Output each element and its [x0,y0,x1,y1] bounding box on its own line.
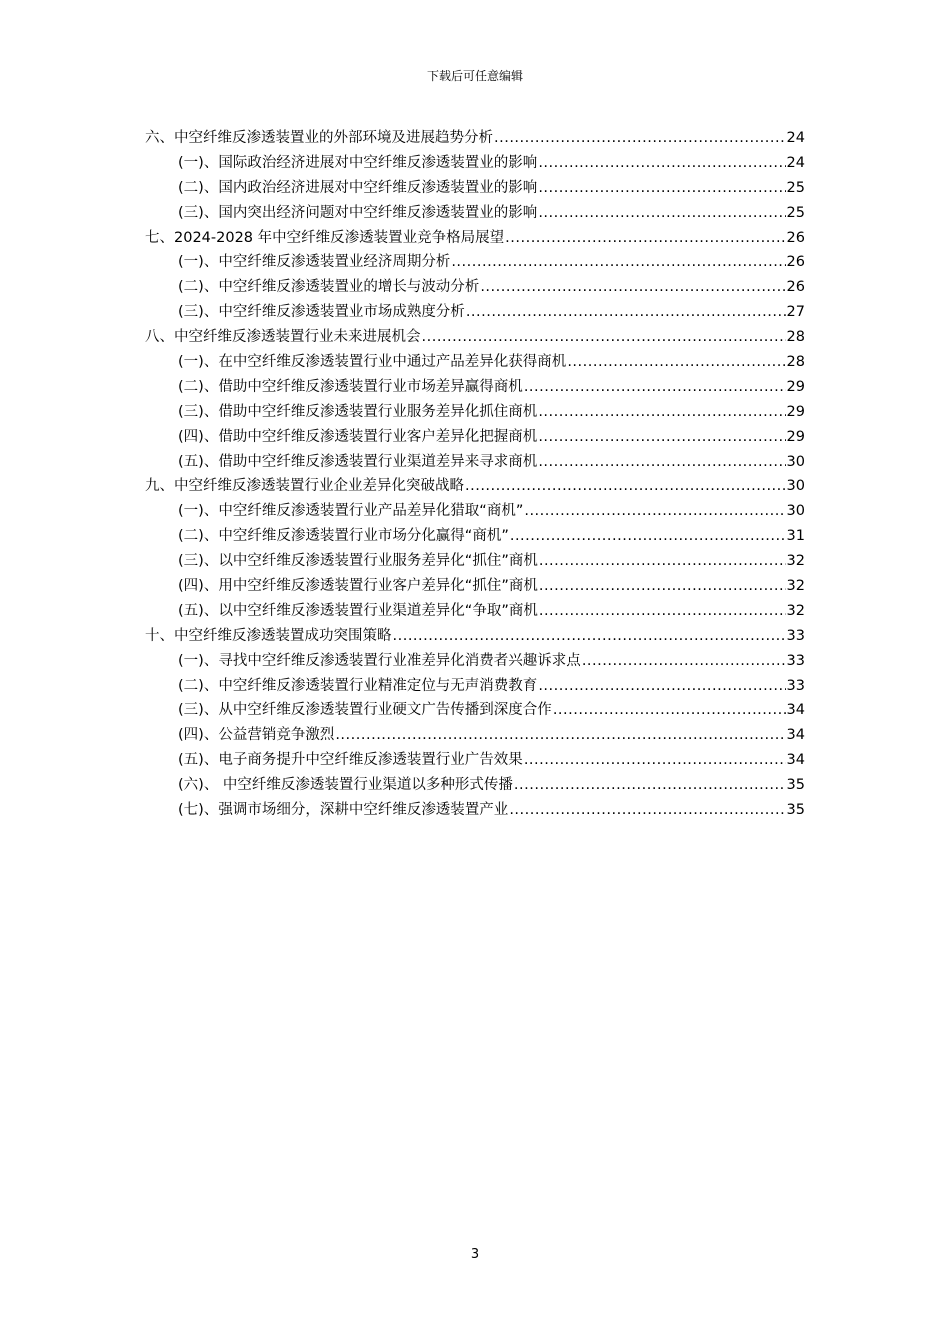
toc-entry-title: (四)、借助中空纤维反渗透装置行业客户差异化把握商机 [178,428,538,445]
page-number: 3 [470,1247,480,1262]
toc-entry[interactable] [145,723,805,748]
toc-entry-page: 29 [786,403,805,420]
toc-dot-leader [466,300,786,325]
toc-dot-leader [480,275,785,300]
toc-dot-leader [539,549,786,574]
toc-entry-title: (三)、中空纤维反渗透装置业市场成熟度分析 [178,304,465,321]
toc-entry-title: 九、中空纤维反渗透装置行业企业差异化突破战略 [145,478,464,495]
page-header: 下载后可任意编辑 [426,69,523,83]
toc-entry[interactable] [145,325,805,350]
toc-entry-title: (二)、中空纤维反渗透装置行业精准定位与无声消费教育 [178,677,538,694]
toc-dot-leader [567,350,785,375]
toc-dot-leader [510,524,786,549]
toc-dot-leader [553,698,786,723]
toc-entry-title: (四)、公益营销竞争激烈 [178,727,335,744]
toc-entry[interactable] [145,698,805,723]
toc-entry-page: 32 [786,578,805,595]
toc-entry-page: 32 [786,602,805,619]
toc-entry-page: 35 [786,777,805,794]
toc-dot-leader [538,201,785,226]
toc-entry[interactable] [145,250,805,275]
toc-entry[interactable] [145,474,805,499]
toc-dot-leader [538,674,785,699]
toc-entry-title: 十、中空纤维反渗透装置成功突围策略 [145,627,392,644]
toc-entry[interactable] [145,773,805,798]
toc-dot-leader [465,474,786,499]
toc-dot-leader [582,649,786,674]
toc-entry[interactable] [145,400,805,425]
toc-entry-title: (二)、中空纤维反渗透装置业的增长与波动分析 [178,279,480,296]
toc-entry[interactable] [145,649,805,674]
toc-entry-title: (七)、强调市场细分，深耕中空纤维反渗透装置产业 [178,802,509,819]
toc-dot-leader [524,499,785,524]
toc-entry-page: 30 [786,478,805,495]
toc-entry[interactable] [145,549,805,574]
toc-entry-page: 24 [786,130,805,146]
toc-entry[interactable] [145,798,805,823]
toc-entry-title: (一)、国际政治经济进展对中空纤维反渗透装置业的影响 [178,154,538,171]
toc-dot-leader [509,798,785,823]
toc-entry-page: 33 [786,677,805,694]
toc-entry-title: (一)、中空纤维反渗透装置业经济周期分析 [178,254,451,271]
toc-entry-page: 34 [786,702,805,719]
toc-dot-leader [335,723,785,748]
toc-dot-leader [514,773,786,798]
toc-entry-title: (三)、借助中空纤维反渗透装置行业服务差异化抓住商机 [178,403,538,420]
toc-entry[interactable] [145,748,805,773]
toc-entry-title: 八、中空纤维反渗透装置行业未来进展机会 [145,329,421,346]
toc-entry-title: 七、2024-2028 年中空纤维反渗透装置业竞争格局展望 [145,229,505,246]
toc-entry-title: (二)、国内政治经济进展对中空纤维反渗透装置业的影响 [178,179,538,196]
toc-entry[interactable] [145,201,805,226]
toc-dot-leader [451,250,785,275]
toc-entry-title: (四)、用中空纤维反渗透装置行业客户差异化“抓住”商机 [178,578,538,595]
toc-dot-leader [505,226,785,251]
toc-entry-title: (一)、寻找中空纤维反渗透装置行业准差异化消费者兴趣诉求点 [178,652,581,669]
toc-dot-leader [538,450,785,475]
toc-entry-title: 六、中空纤维反渗透装置业的外部环境及进展趋势分析 [145,130,493,146]
toc-entry[interactable] [145,599,805,624]
toc-dot-leader [538,400,785,425]
toc-entry-page: 25 [786,204,805,221]
toc-entry-page: 28 [786,329,805,346]
toc-entry[interactable] [145,176,805,201]
toc-entry[interactable] [145,151,805,176]
toc-entry-title: (五)、借助中空纤维反渗透装置行业渠道差异来寻求商机 [178,453,538,470]
toc-dot-leader [494,126,786,151]
toc-entry-page: 29 [786,378,805,395]
toc-entry[interactable] [145,624,805,649]
toc-entry[interactable] [145,226,805,251]
toc-entry-page: 33 [786,652,805,669]
toc-dot-leader [422,325,786,350]
toc-dot-leader [393,624,786,649]
toc-entry-page: 24 [786,154,805,171]
toc-entry[interactable] [145,375,805,400]
toc-dot-leader [538,176,785,201]
toc-entry-title: (五)、电子商务提升中空纤维反渗透装置行业广告效果 [178,752,523,769]
toc-entry[interactable] [145,574,805,599]
toc-entry-title: (六)、 中空纤维反渗透装置行业渠道以多种形式传播 [178,777,513,794]
toc-entry-page: 30 [786,503,805,520]
toc-entry-page: 26 [786,229,805,246]
toc-dot-leader [539,574,786,599]
toc-entry-page: 34 [786,727,805,744]
toc-entry-page: 33 [786,627,805,644]
toc-entry-page: 25 [786,179,805,196]
toc-entry-page: 31 [786,528,805,545]
toc-entry[interactable] [145,499,805,524]
toc-dot-leader [538,425,785,450]
toc-entry[interactable] [145,350,805,375]
toc-entry-page: 35 [786,802,805,819]
toc-entry-page: 26 [786,279,805,296]
toc-dot-leader [538,151,785,176]
toc-entry[interactable] [145,524,805,549]
toc-entry-title: (二)、中空纤维反渗透装置行业市场分化赢得“商机” [178,528,509,545]
toc-dot-leader [524,748,786,773]
toc-entry[interactable] [145,425,805,450]
toc-entry-title: (三)、从中空纤维反渗透装置行业硬文广告传播到深度合作 [178,702,552,719]
toc-dot-leader [524,375,786,400]
toc-entry[interactable] [145,275,805,300]
toc-entry-page: 26 [786,254,805,271]
toc-entry-title: (三)、国内突出经济问题对中空纤维反渗透装置业的影响 [178,204,538,221]
toc-entry-page: 28 [786,354,805,371]
toc-entry-title: (三)、以中空纤维反渗透装置行业服务差异化“抓住”商机 [178,553,538,570]
toc-entry-title: (五)、以中空纤维反渗透装置行业渠道差异化“争取”商机 [178,602,538,619]
toc-entry-title: (一)、在中空纤维反渗透装置行业中通过产品差异化获得商机 [178,354,567,371]
toc-entry-page: 32 [786,553,805,570]
toc-entry-page: 30 [786,453,805,470]
toc-entry-title: (一)、中空纤维反渗透装置行业产品差异化猎取“商机” [178,503,524,520]
toc-entry[interactable] [145,300,805,325]
toc-entry-page: 34 [786,752,805,769]
toc-entry[interactable] [145,674,805,699]
toc-entry[interactable] [145,450,805,475]
toc-entry-page: 27 [786,304,805,321]
toc-dot-leader [539,599,786,624]
table-of-contents [145,126,805,823]
toc-entry[interactable] [145,126,805,151]
toc-entry-page: 29 [786,428,805,445]
toc-entry-title: (二)、借助中空纤维反渗透装置行业市场差异赢得商机 [178,378,523,395]
